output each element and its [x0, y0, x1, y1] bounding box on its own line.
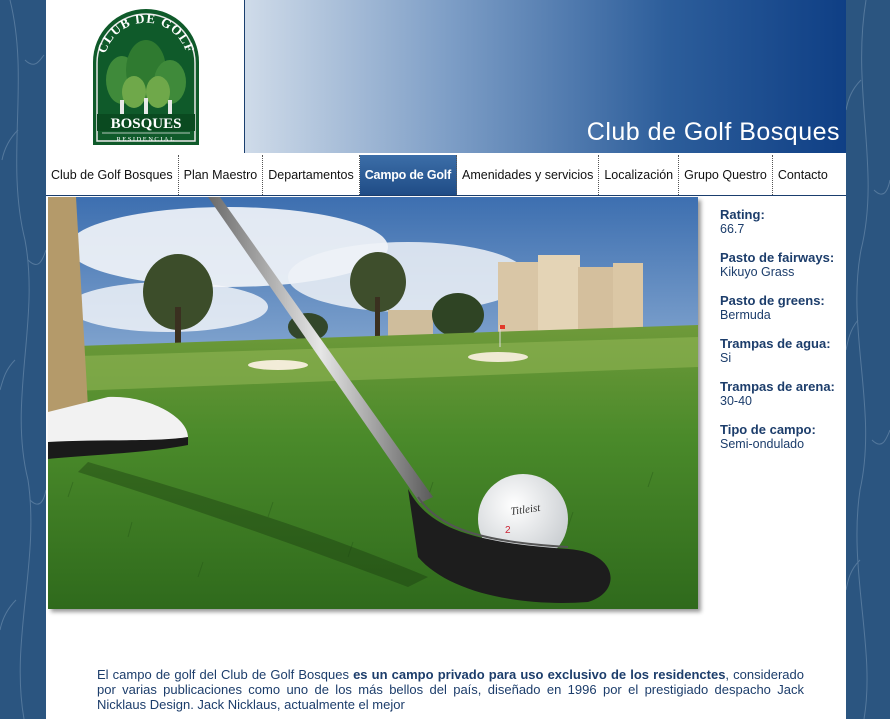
background-foliage-right [846, 0, 890, 719]
spec-value: Si [720, 351, 732, 365]
spec-label: Trampas de arena: [720, 379, 835, 394]
nav-item-departamentos[interactable]: Departamentos [263, 155, 359, 195]
description-text-continued: , considerado por varias publicaciones como uno de los más bellos del país, diseñado en 1996 por el prestigiado despacho Jack Nicklaus Design. Jack Nicklaus, actualmente el mejor [97, 667, 804, 712]
spec-value: 66.7 [720, 222, 745, 236]
spec-item [720, 422, 846, 451]
spec-item [720, 379, 846, 408]
header-banner [245, 0, 846, 153]
golf-course-photo [48, 197, 698, 609]
page-container [46, 0, 846, 719]
spec-label: Tipo de campo: [720, 422, 816, 437]
main-nav [46, 155, 846, 196]
logo-subtitle: RESIDENCIAL [116, 136, 176, 143]
course-description [97, 667, 804, 712]
spec-value: 30-40 [720, 394, 752, 408]
nav-item-amenidades[interactable]: Amenidades y servicios [457, 155, 599, 195]
course-specs [720, 207, 846, 465]
description-bold-text: es un campo privado para uso exclusivo de los residenctes [353, 667, 726, 682]
spec-label: Pasto de greens: [720, 293, 825, 308]
nav-item-contacto[interactable]: Contacto [777, 168, 828, 182]
spec-item [720, 293, 846, 322]
banner-title: Club de Golf Bosques [586, 118, 840, 146]
club-logo[interactable] [46, 0, 244, 153]
ball-number: 2 [505, 525, 511, 536]
background-foliage-left [0, 0, 46, 719]
spec-item [720, 207, 846, 236]
spec-item [720, 336, 846, 365]
spec-label: Rating: [720, 207, 765, 222]
nav-item-plan-maestro[interactable]: Plan Maestro [179, 155, 264, 195]
logo-top-text: CLUB DE GOLF [94, 10, 198, 55]
spec-item [720, 250, 846, 279]
logo-area[interactable] [46, 0, 245, 153]
logo-name: BOSQUES [110, 116, 182, 132]
spec-label: Pasto de fairways: [720, 250, 835, 265]
nav-item-localizacion[interactable]: Localización [599, 155, 679, 195]
nav-item-grupo-questro[interactable]: Grupo Questro [679, 155, 773, 195]
spec-value: Kikuyo Grass [720, 265, 795, 279]
spec-value: Semi-ondulado [720, 437, 805, 451]
nav-item-club-de-golf-bosques[interactable]: Club de Golf Bosques [46, 155, 179, 195]
ball-brand: Titleist [509, 501, 542, 518]
nav-item-campo-de-golf[interactable]: Campo de Golf [360, 155, 457, 195]
spec-value: Bermuda [720, 308, 771, 322]
spec-label: Trampas de agua: [720, 336, 831, 351]
description-text: El campo de golf del Club de Golf Bosques [97, 667, 354, 682]
